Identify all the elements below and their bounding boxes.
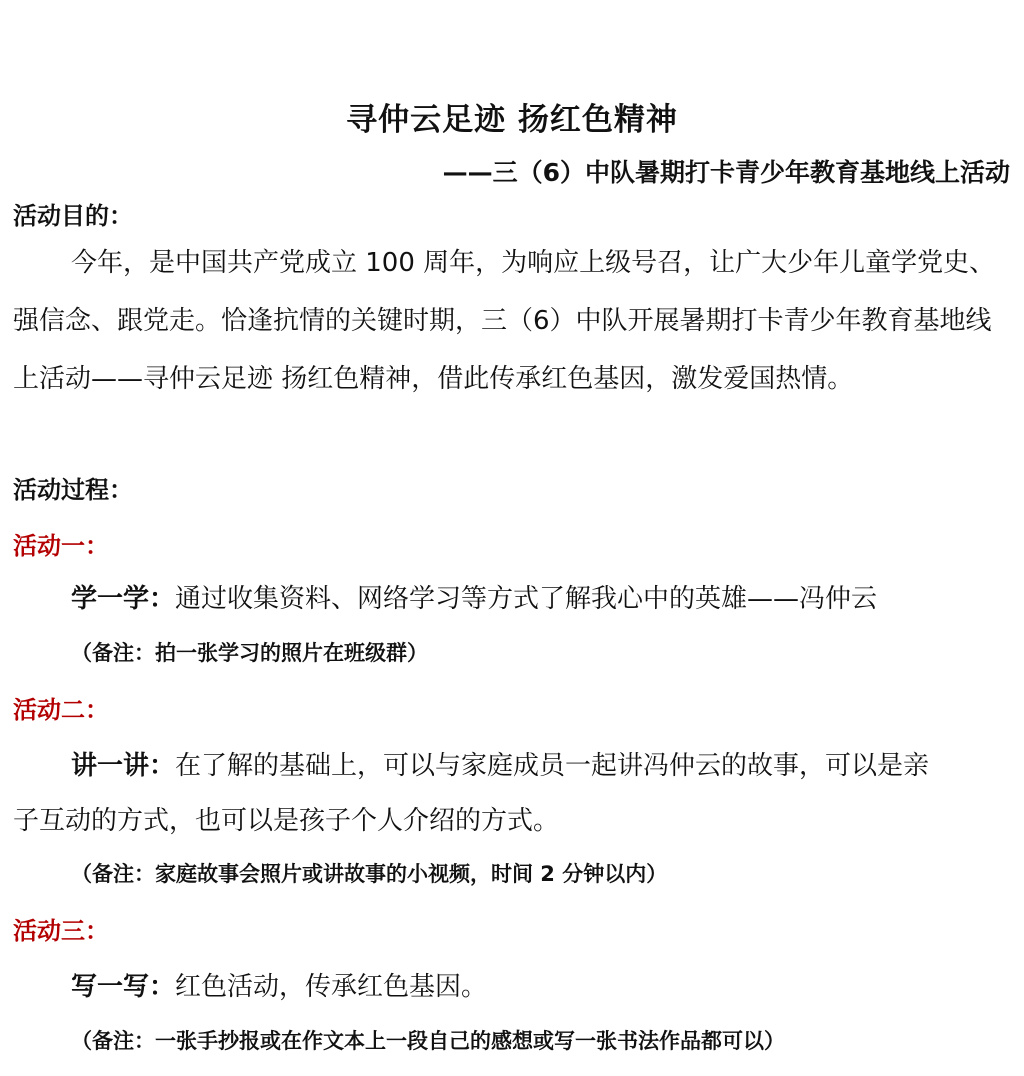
activity-three-heading: 活动三：	[13, 917, 109, 945]
activity-one-note: （备注：拍一张学习的照片在班级群）	[71, 641, 428, 665]
activity-three-line	[71, 966, 487, 1003]
activity-two-text-line2: 子互动的方式，也可以是孩子个人介绍的方式。	[13, 806, 560, 836]
activity-one-heading: 活动一：	[13, 532, 109, 560]
activity-two-text-line1: 在了解的基础上，可以与家庭成员一起讲冯仲云的故事，可以是亲	[175, 751, 930, 781]
purpose-heading: 活动目的：	[13, 202, 133, 230]
activity-two-note: （备注：家庭故事会照片或讲故事的小视频，时间 2 分钟以内）	[71, 862, 668, 886]
activity-three-note: （备注：一张手抄报或在作文本上一段自己的感想或写一张书法作品都可以）	[71, 1029, 785, 1053]
activity-one-label: 学一学：	[71, 584, 176, 614]
activity-one-text: 通过收集资料、网络学习等方式了解我心中的英雄——冯仲云	[175, 584, 878, 614]
activity-two-line	[71, 745, 929, 782]
activity-three-text: 红色活动，传承红色基因。	[175, 972, 488, 1002]
document-subtitle: ——三（6）中队暑期打卡青少年教育基地线上活动	[442, 158, 1010, 187]
activity-two-heading: 活动二：	[13, 696, 109, 724]
activity-two-label: 讲一讲：	[71, 751, 176, 781]
process-heading: 活动过程：	[13, 476, 133, 504]
activity-three-label: 写一写：	[71, 972, 176, 1002]
purpose-paragraph: 今年，是中国共产党成立 100 周年，为响应上级号召，让广大少年儿童学党史、强信念、跟党走。恰逢抗情的关键时期，三（6）中队开展暑期打卡青少年教育基地线上活动——寻仲云足迹 扬红色精神，借此传承红色基因，激发爱国热情。	[13, 248, 996, 394]
activity-one-line	[71, 578, 877, 615]
document-title: 寻仲云足迹 扬红色精神	[346, 102, 678, 138]
